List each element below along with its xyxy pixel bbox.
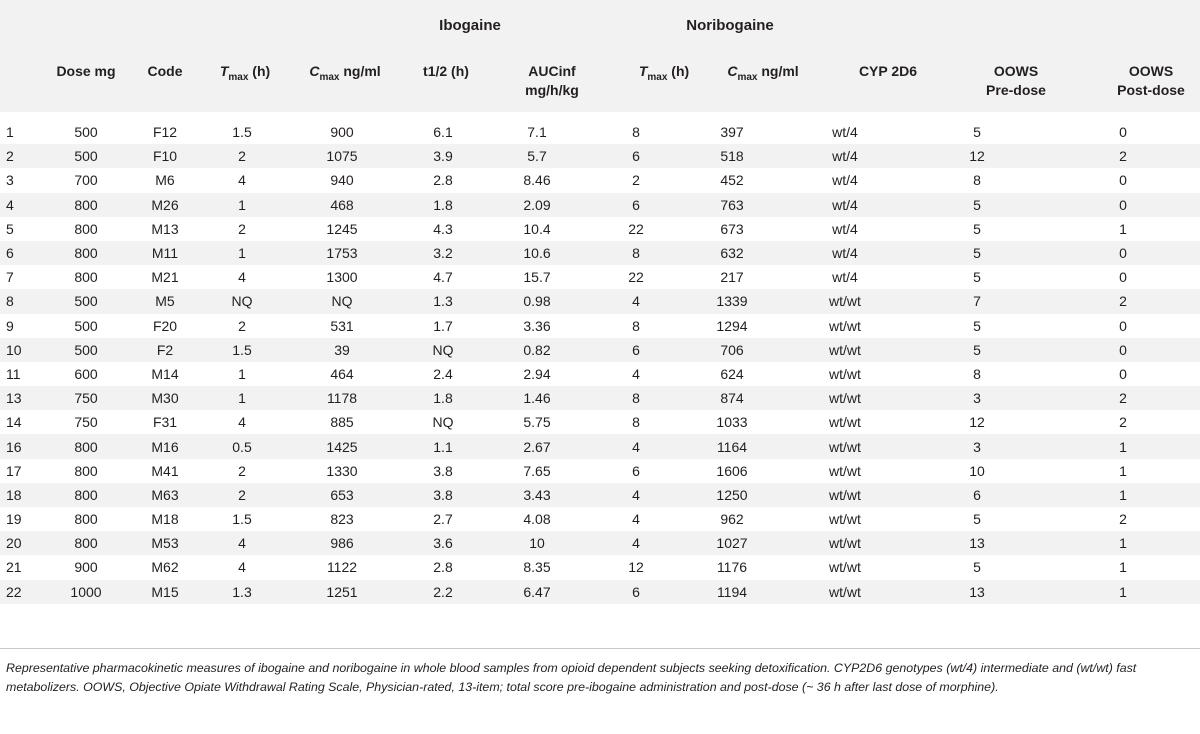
cell-ibogaine-cmax: 464 — [330, 365, 354, 382]
caption-divider — [0, 648, 1200, 649]
table-row — [0, 483, 1200, 507]
cell-ibogaine-tmax: 1 — [238, 365, 246, 382]
cell-t-half: 2.8 — [433, 559, 453, 576]
cell-cyp2d6: wt/wt — [829, 414, 861, 431]
cell-subject-number: 6 — [0, 241, 44, 265]
cell-noribogaine-cmax: 1606 — [716, 462, 748, 479]
cell-oows-post: 0 — [1046, 193, 1200, 217]
cell-t-half: 3.2 — [402, 241, 484, 265]
table-body — [0, 120, 1200, 604]
cell-aucinf: 10.4 — [523, 220, 551, 237]
cell-noribogaine-tmax: 8 — [590, 241, 682, 265]
cell-t-half: 1.7 — [433, 317, 453, 334]
table-row — [0, 459, 1200, 483]
cell-t-half: NQ — [402, 338, 484, 362]
header-ibogaine-tmax: $T_{max}$ (h) — [219, 63, 271, 83]
cell-t-half: 1.8 — [402, 193, 484, 217]
cell-oows-post: 0 — [1046, 338, 1200, 362]
cell-t-half: 3.9 — [402, 144, 484, 168]
cell-dose: 800 — [74, 462, 98, 479]
header-dose: Dose mg — [56, 63, 116, 79]
cell-code: M14 — [151, 365, 179, 382]
header-aucinf: AUCinf mg/h/kg — [525, 63, 579, 98]
cell-aucinf: 8.35 — [523, 559, 551, 576]
cell-ibogaine-cmax: 940 — [330, 172, 354, 189]
cell-noribogaine-tmax: 8 — [590, 386, 682, 410]
cell-noribogaine-tmax: 12 — [628, 559, 644, 576]
cell-oows-pre: 13 — [908, 531, 1046, 555]
cell-dose: 800 — [44, 483, 128, 507]
cell-ibogaine-tmax: 1.5 — [232, 511, 252, 528]
cell-oows-post: 0 — [1119, 365, 1127, 382]
cell-aucinf: 4.08 — [523, 511, 551, 528]
cell-ibogaine-tmax: 1 — [202, 193, 282, 217]
cell-noribogaine-cmax: 1033 — [716, 414, 748, 431]
cell-ibogaine-tmax: 4 — [238, 269, 246, 286]
cell-noribogaine-tmax: 4 — [632, 365, 640, 382]
cell-oows-post: 2 — [1119, 414, 1127, 431]
cell-noribogaine-tmax: 8 — [632, 414, 640, 431]
cell-ibogaine-tmax: 1.3 — [202, 580, 282, 604]
cell-aucinf: 7.65 — [523, 462, 551, 479]
cell-oows-pre: 8 — [973, 172, 981, 189]
cell-aucinf: 10.6 — [484, 241, 590, 265]
cell-subject-number: 19 — [6, 511, 22, 528]
cell-ibogaine-cmax: 1300 — [326, 269, 358, 286]
cell-cyp2d6: wt/4 — [832, 124, 858, 141]
cell-code: M13 — [151, 220, 179, 237]
cell-noribogaine-tmax: 4 — [590, 531, 682, 555]
cell-t-half: NQ — [432, 414, 454, 431]
cell-noribogaine-cmax: 632 — [682, 241, 782, 265]
cell-dose: 1000 — [44, 580, 128, 604]
cell-subject-number: 2 — [0, 144, 44, 168]
cell-ibogaine-tmax: 1 — [202, 241, 282, 265]
cell-aucinf: 5.75 — [523, 414, 551, 431]
cell-oows-post: 0 — [1119, 317, 1127, 334]
cell-code: M62 — [151, 559, 179, 576]
cell-code: M63 — [128, 483, 202, 507]
cell-aucinf: 0.98 — [484, 289, 590, 313]
cell-ibogaine-cmax: 1245 — [326, 220, 358, 237]
cell-oows-post: 1 — [1119, 220, 1127, 237]
cell-noribogaine-tmax: 6 — [590, 144, 682, 168]
cell-oows-post: 1 — [1046, 531, 1200, 555]
cell-ibogaine-tmax: 1 — [202, 386, 282, 410]
cell-oows-pre: 5 — [973, 124, 981, 141]
cell-oows-post: 0 — [1119, 269, 1127, 286]
caption-text: Representative pharmacokinetic measures of ibogaine and noribogaine in whole blood samples from opioid dependent subjects seeking detoxification. CYP2D6 genotypes (wt/4) intermediate and (wt/wt) fast metabolizers. OOWS, Objective Opiate Withdrawal Rating Scale, Physician-rated, 13-item; total score pre-ibogaine administration and post-dose (~ 36 h after last dose of morphine). — [6, 661, 1137, 694]
cell-subject-number: 20 — [0, 531, 44, 555]
cell-oows-post: 1 — [1046, 483, 1200, 507]
cell-aucinf: 8.46 — [523, 172, 551, 189]
cell-cyp2d6: wt/wt — [829, 559, 861, 576]
cell-oows-post: 1 — [1046, 580, 1200, 604]
cell-subject-number: 3 — [6, 172, 14, 189]
cell-cyp2d6: wt/wt — [782, 531, 908, 555]
table-row — [0, 531, 1200, 555]
cell-noribogaine-cmax: 1027 — [682, 531, 782, 555]
cell-cyp2d6: wt/wt — [782, 483, 908, 507]
cell-noribogaine-cmax: 874 — [682, 386, 782, 410]
cell-oows-post: 0 — [1046, 241, 1200, 265]
cell-t-half: 2.2 — [402, 580, 484, 604]
cell-subject-number: 1 — [6, 124, 14, 141]
cell-noribogaine-cmax: 763 — [682, 193, 782, 217]
cell-aucinf: 10 — [484, 531, 590, 555]
cell-aucinf: 2.67 — [484, 434, 590, 458]
cell-ibogaine-cmax: 1753 — [282, 241, 402, 265]
cell-cyp2d6: wt/wt — [782, 580, 908, 604]
cell-noribogaine-cmax: 452 — [720, 172, 744, 189]
cell-oows-post: 1 — [1119, 559, 1127, 576]
cell-noribogaine-cmax: 1250 — [682, 483, 782, 507]
cell-noribogaine-tmax: 4 — [632, 511, 640, 528]
cell-dose: 500 — [44, 338, 128, 362]
cell-cyp2d6: wt/wt — [829, 462, 861, 479]
cell-dose: 500 — [74, 317, 98, 334]
cell-cyp2d6: wt/wt — [782, 386, 908, 410]
cell-oows-pre: 7 — [908, 289, 1046, 313]
cell-ibogaine-tmax: 2 — [238, 462, 246, 479]
cell-t-half: 2.8 — [433, 172, 453, 189]
header-cyp2d6: CYP 2D6 — [858, 63, 918, 79]
cell-dose: 500 — [44, 144, 128, 168]
cell-ibogaine-tmax: 4 — [202, 531, 282, 555]
cell-code: M11 — [128, 241, 202, 265]
cell-code: F20 — [152, 317, 178, 334]
cell-oows-pre: 5 — [908, 338, 1046, 362]
cell-ibogaine-cmax: 823 — [330, 511, 354, 528]
cell-oows-post: 2 — [1046, 289, 1200, 313]
cell-code: F10 — [128, 144, 202, 168]
cell-ibogaine-tmax: 4 — [238, 559, 246, 576]
cell-noribogaine-cmax: 1194 — [682, 580, 782, 604]
cell-cyp2d6: wt/4 — [832, 220, 858, 237]
cell-code: F12 — [152, 124, 178, 141]
cell-ibogaine-cmax: 885 — [330, 414, 354, 431]
table-row — [0, 362, 1200, 386]
table-row — [0, 507, 1200, 531]
cell-subject-number: 14 — [6, 414, 22, 431]
cell-subject-number: 21 — [6, 559, 22, 576]
cell-noribogaine-tmax: 4 — [590, 434, 682, 458]
cell-ibogaine-tmax: 2 — [238, 317, 246, 334]
table-row — [0, 386, 1200, 410]
cell-aucinf: 15.7 — [523, 269, 551, 286]
cell-dose: 800 — [74, 220, 98, 237]
cell-oows-pre: 8 — [973, 365, 981, 382]
header-ibogaine-cmax: $C_{max}$ ng/ml — [309, 63, 381, 83]
cell-aucinf: 5.7 — [484, 144, 590, 168]
header-code: Code — [147, 63, 183, 79]
cell-oows-pre: 5 — [973, 511, 981, 528]
table-row — [0, 144, 1200, 168]
cell-cyp2d6: wt/wt — [782, 434, 908, 458]
cell-t-half: 6.1 — [433, 124, 453, 141]
cell-dose: 800 — [44, 193, 128, 217]
cell-oows-pre: 5 — [973, 220, 981, 237]
cell-ibogaine-tmax: 2 — [202, 144, 282, 168]
cell-noribogaine-cmax: 962 — [720, 511, 744, 528]
cell-cyp2d6: wt/wt — [829, 317, 861, 334]
cell-code: M53 — [128, 531, 202, 555]
cell-subject-number: 9 — [6, 317, 14, 334]
cell-subject-number: 7 — [6, 269, 14, 286]
cell-cyp2d6: wt/4 — [832, 269, 858, 286]
table-row — [0, 168, 1200, 192]
table-caption — [6, 659, 1194, 697]
cell-subject-number: 4 — [0, 193, 44, 217]
cell-dose: 600 — [74, 365, 98, 382]
cell-oows-pre: 5 — [908, 193, 1046, 217]
cell-code: M16 — [128, 434, 202, 458]
cell-noribogaine-cmax: 217 — [720, 269, 744, 286]
header-oows-post: OOWS Post-dose — [1117, 63, 1185, 98]
cell-noribogaine-tmax: 4 — [590, 483, 682, 507]
cell-oows-post: 2 — [1046, 144, 1200, 168]
cell-noribogaine-tmax: 6 — [632, 462, 640, 479]
cell-ibogaine-tmax: 2 — [202, 483, 282, 507]
cell-cyp2d6: wt/4 — [832, 172, 858, 189]
cell-subject-number: 16 — [0, 434, 44, 458]
cell-noribogaine-cmax: 1176 — [716, 559, 748, 576]
cell-ibogaine-cmax: 1122 — [326, 559, 358, 576]
cell-t-half: 2.4 — [433, 365, 453, 382]
cell-t-half: 1.8 — [402, 386, 484, 410]
table-row — [0, 265, 1200, 289]
cell-dose: 800 — [44, 241, 128, 265]
cell-noribogaine-tmax: 2 — [632, 172, 640, 189]
cell-oows-pre: 5 — [973, 559, 981, 576]
cell-noribogaine-cmax: 624 — [720, 365, 744, 382]
cell-dose: 700 — [74, 172, 98, 189]
cell-code: F31 — [152, 414, 178, 431]
cell-noribogaine-tmax: 22 — [628, 269, 644, 286]
header-t-half: t1/2 (h) — [423, 63, 469, 79]
cell-oows-pre: 10 — [969, 462, 985, 479]
cell-aucinf: 0.82 — [484, 338, 590, 362]
cell-aucinf: 2.94 — [523, 365, 551, 382]
cell-subject-number: 11 — [6, 365, 21, 382]
data-table — [0, 120, 1200, 604]
cell-t-half: 4.3 — [433, 220, 453, 237]
cell-oows-pre: 5 — [973, 317, 981, 334]
cell-dose: 800 — [74, 269, 98, 286]
cell-oows-pre: 12 — [969, 414, 985, 431]
group-label-ibogaine: Ibogaine — [439, 17, 501, 34]
cell-t-half: 3.6 — [402, 531, 484, 555]
cell-cyp2d6: wt/wt — [782, 338, 908, 362]
header-noribogaine-cmax: $C_{max}$ ng/ml — [727, 63, 799, 83]
cell-code: M18 — [151, 511, 179, 528]
cell-noribogaine-cmax: 673 — [720, 220, 744, 237]
cell-t-half: 4.7 — [433, 269, 453, 286]
cell-ibogaine-cmax: 1178 — [282, 386, 402, 410]
cell-dose: 500 — [44, 289, 128, 313]
cell-subject-number: 10 — [0, 338, 44, 362]
cell-dose: 750 — [74, 414, 98, 431]
table-row — [0, 555, 1200, 579]
cell-noribogaine-tmax: 6 — [590, 580, 682, 604]
cell-code: M26 — [128, 193, 202, 217]
cell-oows-pre: 6 — [908, 483, 1046, 507]
cell-subject-number: 8 — [0, 289, 44, 313]
cell-aucinf: 7.1 — [527, 124, 547, 141]
cell-subject-number: 13 — [0, 386, 44, 410]
cell-oows-pre: 3 — [908, 386, 1046, 410]
cell-cyp2d6: wt/4 — [782, 193, 908, 217]
cell-noribogaine-tmax: 6 — [590, 193, 682, 217]
cell-cyp2d6: wt/4 — [782, 144, 908, 168]
cell-ibogaine-cmax: 1251 — [282, 580, 402, 604]
cell-noribogaine-cmax: 518 — [682, 144, 782, 168]
table-row — [0, 314, 1200, 338]
header-oows-pre: OOWS Pre-dose — [986, 63, 1046, 98]
cell-cyp2d6: wt/wt — [829, 511, 861, 528]
cell-code: M6 — [155, 172, 175, 189]
cell-t-half: 3.8 — [433, 462, 453, 479]
cell-code: F2 — [128, 338, 202, 362]
table-row — [0, 241, 1200, 265]
cell-oows-pre: 12 — [908, 144, 1046, 168]
cell-noribogaine-tmax: 4 — [590, 289, 682, 313]
cell-ibogaine-cmax: 1075 — [282, 144, 402, 168]
cell-noribogaine-cmax: 1294 — [716, 317, 748, 334]
cell-oows-post: 1 — [1119, 462, 1127, 479]
cell-oows-post: 0 — [1119, 172, 1127, 189]
cell-ibogaine-cmax: 1425 — [282, 434, 402, 458]
cell-aucinf: 1.46 — [484, 386, 590, 410]
cell-ibogaine-cmax: 986 — [282, 531, 402, 555]
cell-ibogaine-tmax: 1.5 — [232, 124, 252, 141]
cell-aucinf: 3.43 — [484, 483, 590, 507]
cell-ibogaine-cmax: 900 — [330, 124, 354, 141]
cell-dose: 800 — [74, 511, 98, 528]
table-row — [0, 434, 1200, 458]
table-row — [0, 193, 1200, 217]
cell-ibogaine-cmax: 39 — [282, 338, 402, 362]
cell-subject-number: 17 — [6, 462, 22, 479]
cell-cyp2d6: wt/wt — [829, 365, 861, 382]
cell-dose: 800 — [44, 531, 128, 555]
cell-ibogaine-tmax: 4 — [238, 414, 246, 431]
cell-code: M30 — [128, 386, 202, 410]
cell-ibogaine-tmax: 1.5 — [202, 338, 282, 362]
cell-ibogaine-cmax: 531 — [330, 317, 354, 334]
cell-subject-number: 5 — [6, 220, 14, 237]
cell-subject-number: 18 — [0, 483, 44, 507]
cell-ibogaine-cmax: 468 — [282, 193, 402, 217]
cell-aucinf: 6.47 — [484, 580, 590, 604]
cell-code: M15 — [128, 580, 202, 604]
cell-noribogaine-tmax: 8 — [632, 124, 640, 141]
cell-oows-post: 2 — [1119, 511, 1127, 528]
cell-oows-post: 2 — [1046, 386, 1200, 410]
table-row — [0, 289, 1200, 313]
group-label-noribogaine: Noribogaine — [686, 17, 774, 34]
table-row — [0, 338, 1200, 362]
cell-ibogaine-tmax: NQ — [202, 289, 282, 313]
cell-oows-pre: 5 — [973, 269, 981, 286]
cell-t-half: 3.8 — [402, 483, 484, 507]
cell-subject-number: 22 — [0, 580, 44, 604]
cell-cyp2d6: wt/4 — [782, 241, 908, 265]
cell-dose: 500 — [74, 124, 98, 141]
cell-oows-pre: 13 — [908, 580, 1046, 604]
cell-oows-post: 0 — [1119, 124, 1127, 141]
table-row — [0, 580, 1200, 604]
cell-ibogaine-tmax: 4 — [238, 172, 246, 189]
cell-dose: 900 — [74, 559, 98, 576]
cell-oows-post: 1 — [1046, 434, 1200, 458]
table-row — [0, 410, 1200, 434]
cell-ibogaine-tmax: 0.5 — [202, 434, 282, 458]
cell-noribogaine-tmax: 8 — [632, 317, 640, 334]
cell-oows-pre: 3 — [908, 434, 1046, 458]
cell-code: M5 — [128, 289, 202, 313]
cell-code: M21 — [151, 269, 179, 286]
cell-t-half: 1.1 — [402, 434, 484, 458]
cell-t-half: 1.3 — [402, 289, 484, 313]
cell-noribogaine-cmax: 397 — [720, 124, 744, 141]
cell-noribogaine-tmax: 6 — [590, 338, 682, 362]
cell-noribogaine-cmax: 706 — [682, 338, 782, 362]
table-row — [0, 120, 1200, 144]
cell-noribogaine-cmax: 1164 — [682, 434, 782, 458]
cell-dose: 800 — [44, 434, 128, 458]
header-noribogaine-tmax: $T_{max}$ (h) — [638, 63, 690, 83]
cell-ibogaine-tmax: 2 — [238, 220, 246, 237]
cell-noribogaine-tmax: 22 — [628, 220, 644, 237]
cell-t-half: 2.7 — [433, 511, 453, 528]
cell-ibogaine-cmax: 653 — [282, 483, 402, 507]
cell-oows-pre: 5 — [908, 241, 1046, 265]
cell-ibogaine-cmax: 1330 — [326, 462, 358, 479]
cell-aucinf: 2.09 — [484, 193, 590, 217]
cell-cyp2d6: wt/wt — [782, 289, 908, 313]
cell-dose: 750 — [44, 386, 128, 410]
cell-noribogaine-cmax: 1339 — [682, 289, 782, 313]
cell-code: M41 — [151, 462, 179, 479]
cell-ibogaine-cmax: NQ — [282, 289, 402, 313]
cell-aucinf: 3.36 — [523, 317, 551, 334]
table-row — [0, 217, 1200, 241]
